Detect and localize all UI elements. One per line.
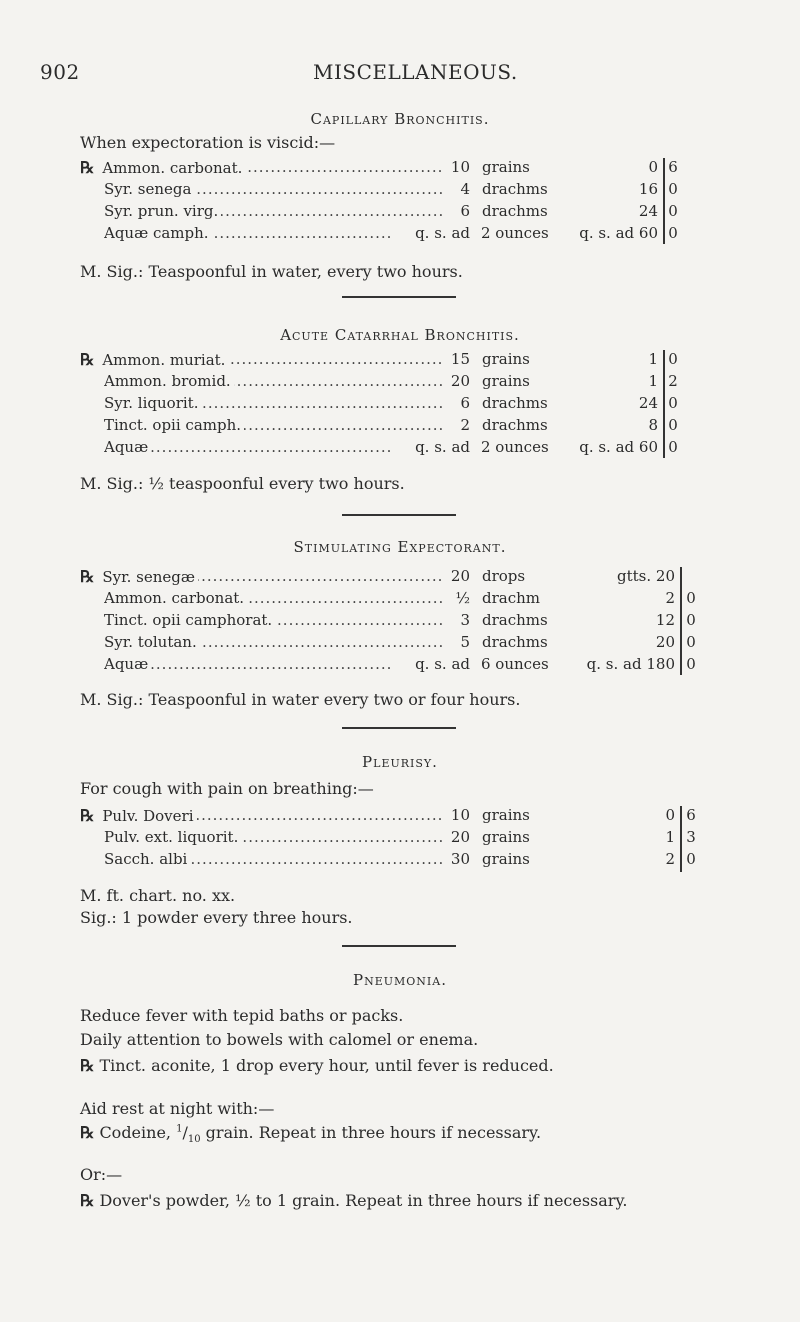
pneumonia-line-7-text: Dover's powder, ½ to 1 grain. Repeat in three hours if necessary. [99, 1191, 628, 1210]
unit: drachms [482, 394, 548, 412]
section-title-pleurisy: Pleurisy. [362, 753, 438, 771]
ingredient-text: Aquæ [104, 438, 149, 456]
unit: grains [482, 806, 530, 824]
metric-fraction: 6 [686, 806, 696, 824]
ingredient [104, 611, 456, 629]
metric-value: 24 [638, 202, 658, 220]
unit: drops [482, 567, 526, 585]
prescription-row [0, 202, 800, 224]
rx-symbol: ℞ [80, 1056, 95, 1075]
ingredient [104, 828, 456, 846]
unit: drachms [482, 202, 548, 220]
quantity: 20 [442, 567, 470, 585]
unit: 6 ounces [481, 655, 549, 673]
metric-fraction: 0 [668, 394, 678, 412]
quantity: q. s. ad [390, 224, 470, 242]
rx-symbol: ℞ [80, 1123, 95, 1142]
section-title-capillary: Capillary Bronchitis. [310, 110, 490, 128]
quantity: 6 [442, 394, 470, 412]
pleurisy-intro: For cough with pain on breathing:— [80, 779, 374, 798]
metric-value: gtts. 20 [617, 567, 675, 585]
rx-symbol: ℞ [80, 350, 95, 369]
quantity: 10 [442, 158, 470, 176]
quantity: 6 [442, 202, 470, 220]
ingredient-text: Pulv. ext. liquorit. [104, 828, 239, 846]
ingredient-text: Syr. senegæ [102, 568, 195, 586]
pneumonia-line-7 [80, 1191, 627, 1210]
prescription-row [0, 224, 800, 246]
pleurisy-mix: M. ft. chart. no. xx. [80, 886, 236, 905]
section-title-acute: Acute Catarrhal Bronchitis. [280, 326, 520, 344]
quantity: 3 [442, 611, 470, 629]
metric-fraction: 0 [668, 416, 678, 434]
page-number: 902 [40, 60, 80, 84]
ingredient [104, 180, 456, 198]
ingredient-name [80, 351, 228, 369]
unit: drachms [482, 633, 548, 651]
ingredient-name [104, 633, 200, 651]
ingredient-name [104, 850, 190, 868]
metric-value: q. s. ad 60 [579, 224, 658, 242]
metric-value: q. s. ad 180 [586, 655, 675, 673]
quantity: 20 [442, 828, 470, 846]
section-title-pneumonia: Pneumonia. [353, 971, 447, 989]
column-divider [663, 350, 665, 458]
pneumonia-line-3-text: Tinct. aconite, 1 drop every hour, until fever is reduced. [99, 1056, 554, 1075]
ingredient-name [104, 655, 151, 673]
pneumonia-line-5-pre: Codeine, [99, 1123, 177, 1142]
metric-value: 2 [665, 850, 675, 868]
ingredient [104, 202, 456, 220]
prescription-row [0, 180, 800, 202]
ingredient-name [104, 416, 244, 434]
pneumonia-line-2: Daily attention to bowels with calomel or enema. [80, 1030, 479, 1049]
metric-value: 16 [638, 180, 658, 198]
quantity: 15 [442, 350, 470, 368]
stimulating-sig: M. Sig.: Teaspoonful in water every two or four hours. [80, 690, 521, 709]
ingredient-text: Pulv. Doveri [102, 807, 194, 825]
ingredient [104, 416, 456, 434]
ingredient [104, 633, 456, 651]
prescription-row [0, 394, 800, 416]
metric-value: 24 [638, 394, 658, 412]
ingredient-text: Tinct. opii camph. [104, 416, 242, 434]
pleurisy-sig: Sig.: 1 powder every three hours. [80, 908, 353, 927]
pneumonia-line-5: ℞ Codeine, $^1/_{10}$ grain. Repeat in three hours if necessary. [80, 1123, 542, 1146]
quantity: 10 [442, 806, 470, 824]
ingredient [80, 158, 456, 177]
section-title-stimulating: Stimulating Expectorant. [293, 538, 507, 556]
metric-fraction: 0 [668, 180, 678, 198]
pneumonia-line-3 [80, 1056, 554, 1075]
unit: grains [482, 372, 530, 390]
column-divider [680, 806, 682, 872]
pneumonia-line-6: Or:— [80, 1165, 123, 1184]
pneumonia-line-4: Aid rest at night with:— [80, 1099, 275, 1118]
ingredient [104, 589, 456, 607]
ingredient [80, 806, 456, 825]
ingredient-text: Ammon. bromid. [104, 372, 231, 390]
rx-symbol: ℞ [80, 1191, 95, 1210]
rx-symbol: ℞ [80, 567, 95, 586]
rx-symbol: ℞ [80, 158, 95, 177]
ingredient-text: Syr. tolutan. [104, 633, 197, 651]
section-rule [342, 296, 456, 298]
ingredient [80, 567, 456, 586]
metric-value: 0 [665, 806, 675, 824]
ingredient [104, 850, 456, 868]
column-divider [680, 567, 682, 675]
rx-symbol: ℞ [80, 806, 95, 825]
running-head: MISCELLANEOUS. [313, 60, 518, 84]
unit: grains [482, 850, 530, 868]
unit: drachms [482, 416, 548, 434]
page-header [0, 60, 800, 90]
column-divider [663, 158, 665, 244]
ingredient-text: Sacch. albi [104, 850, 188, 868]
metric-value: 2 [665, 589, 675, 607]
section-rule [342, 514, 456, 516]
metric-fraction: 2 [668, 372, 678, 390]
fraction-numerator: 1 [176, 1123, 183, 1135]
prescription-row [0, 372, 800, 394]
ingredient-text: Syr. liquorit. [104, 394, 199, 412]
unit: drachms [482, 180, 548, 198]
quantity: q. s. ad [390, 655, 470, 673]
ingredient-text: Aquæ [104, 655, 149, 673]
ingredient-text: Ammon. carbonat. [104, 589, 245, 607]
ingredient-name [80, 568, 198, 586]
ingredient-name [104, 224, 212, 242]
ingredient [104, 372, 456, 390]
prescription-row [0, 438, 800, 460]
ingredient-name [104, 394, 201, 412]
metric-fraction: 3 [686, 828, 696, 846]
metric-fraction: 0 [686, 633, 696, 651]
ingredient [104, 394, 456, 412]
ingredient-name [80, 159, 245, 177]
ingredient-name [104, 589, 247, 607]
quantity: ½ [442, 589, 470, 607]
unit: grains [482, 158, 530, 176]
unit: grains [482, 350, 530, 368]
acute-sig: M. Sig.: ½ teaspoonful every two hours. [80, 474, 405, 493]
quantity: 20 [442, 372, 470, 390]
pneumonia-line-1: Reduce fever with tepid baths or packs. [80, 1006, 404, 1025]
quantity: 2 [442, 416, 470, 434]
quantity: q. s. ad [390, 438, 470, 456]
metric-fraction: 0 [668, 438, 678, 456]
metric-fraction: 6 [668, 158, 678, 176]
unit: 2 ounces [481, 224, 549, 242]
metric-value: 1 [648, 372, 658, 390]
ingredient-text: Ammon. muriat. [102, 351, 226, 369]
ingredient-name [104, 828, 241, 846]
metric-fraction: 0 [668, 224, 678, 242]
ingredient-name [104, 611, 275, 629]
metric-value: 12 [655, 611, 675, 629]
ingredient-text: Tinct. opii camphorat. [104, 611, 273, 629]
metric-value: 1 [665, 828, 675, 846]
ingredient-name [104, 180, 194, 198]
ingredient-name [104, 372, 234, 390]
prescription-row [0, 416, 800, 438]
quantity: 5 [442, 633, 470, 651]
prescription-row [0, 158, 800, 180]
ingredient-name [104, 438, 151, 456]
capillary-intro: When expectoration is viscid:— [80, 133, 336, 152]
ingredient-name [80, 807, 197, 825]
fraction-denominator: 10 [187, 1134, 201, 1146]
metric-value: 0 [648, 158, 658, 176]
metric-fraction: 0 [686, 850, 696, 868]
ingredient-text: Ammon. carbonat. [102, 159, 243, 177]
pneumonia-line-5-post: grain. Repeat in three hours if necessary. [200, 1123, 542, 1142]
ingredient-text: Aquæ camph. [104, 224, 209, 242]
metric-fraction: 0 [668, 202, 678, 220]
unit: 2 ounces [481, 438, 549, 456]
metric-fraction: 0 [686, 611, 696, 629]
metric-fraction: 0 [686, 655, 696, 673]
ingredient [80, 350, 456, 369]
section-rule [342, 727, 456, 729]
unit: drachms [482, 611, 548, 629]
quantity: 30 [442, 850, 470, 868]
metric-value: 1 [648, 350, 658, 368]
capillary-sig: M. Sig.: Teaspoonful in water, every two hours. [80, 262, 463, 281]
metric-value: 8 [648, 416, 658, 434]
quantity: 4 [442, 180, 470, 198]
metric-fraction: 0 [686, 589, 696, 607]
unit: drachm [482, 589, 541, 607]
unit: grains [482, 828, 530, 846]
metric-fraction: 0 [668, 350, 678, 368]
ingredient-text: Syr. senega [104, 180, 192, 198]
section-rule [342, 945, 456, 947]
metric-value: q. s. ad 60 [579, 438, 658, 456]
ingredient-name [104, 202, 221, 220]
ingredient-text: Syr. prun. virg. [104, 202, 219, 220]
prescription-row [0, 350, 800, 372]
metric-value: 20 [655, 633, 675, 651]
